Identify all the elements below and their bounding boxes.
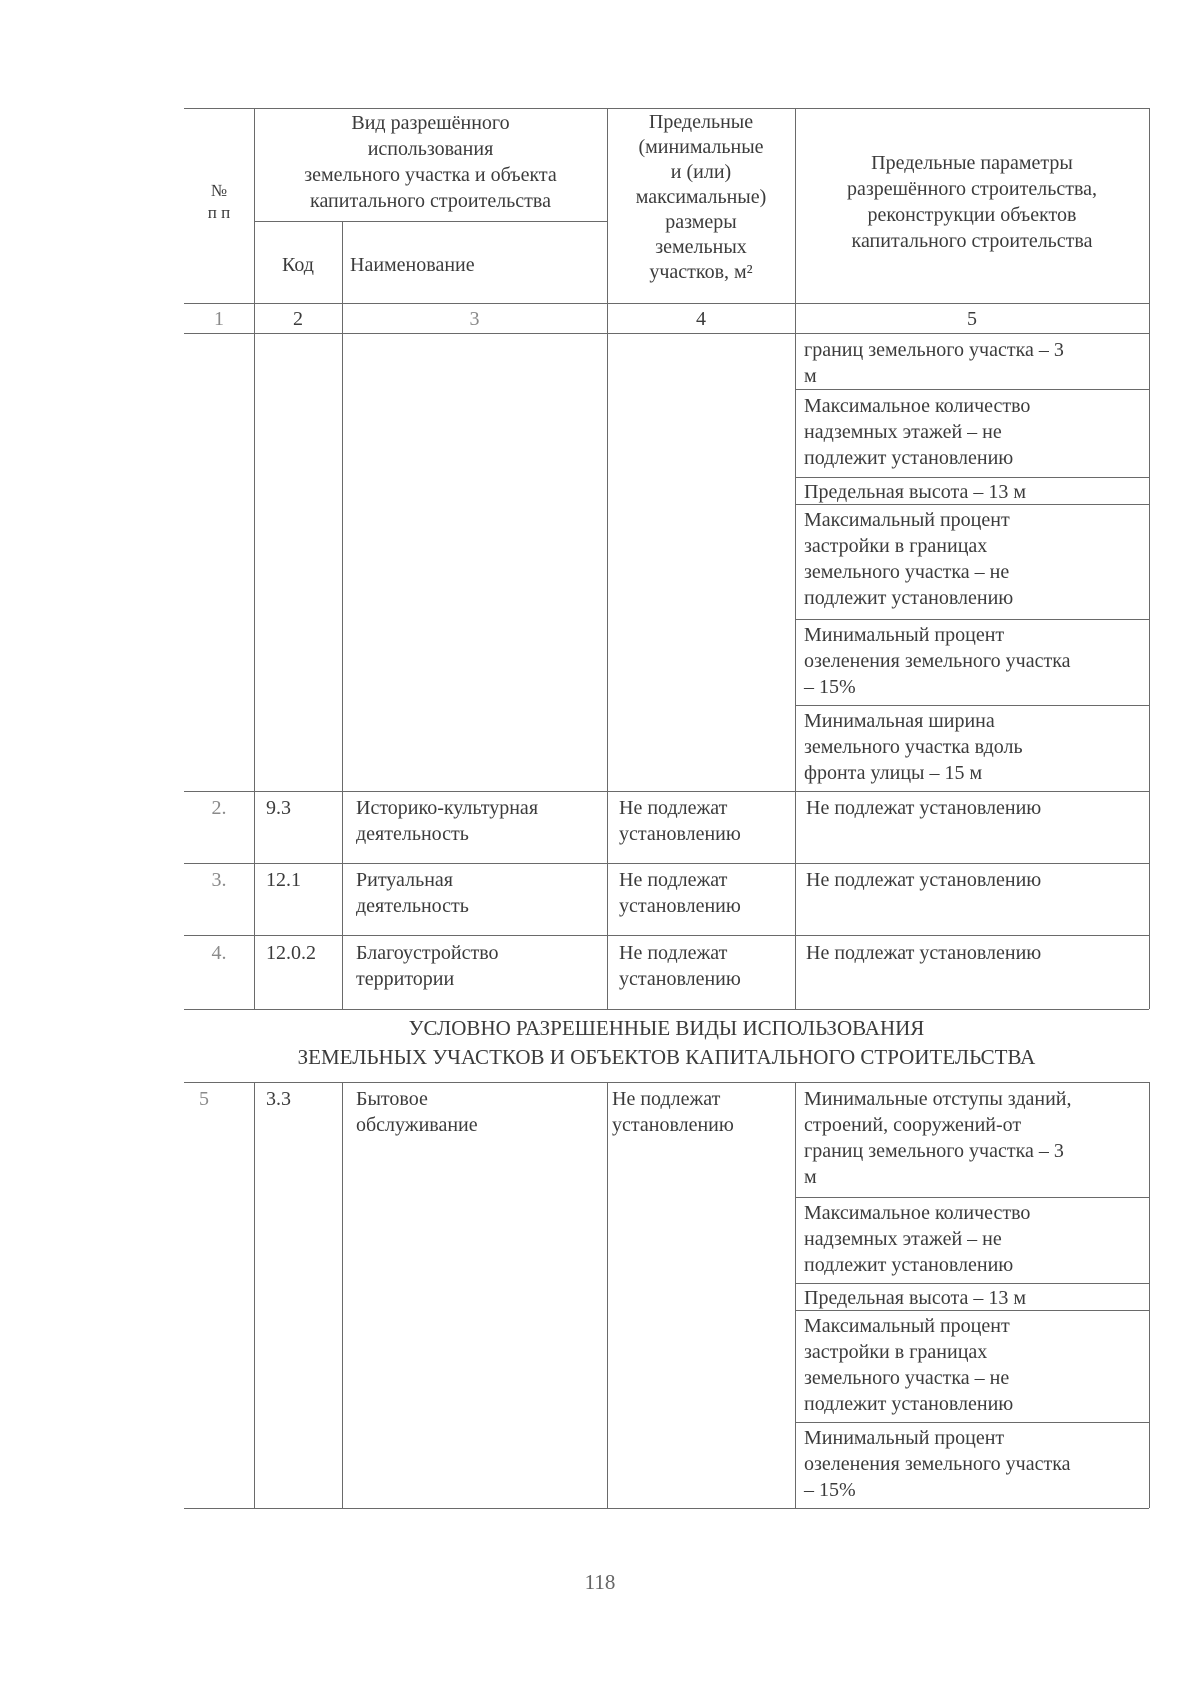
row-code: 12.1 [266,869,301,891]
row-code: 3.3 [266,1088,291,1110]
row-name: Бытовое обслуживание [356,1088,478,1136]
column-number: 4 [696,308,706,330]
row-sizes: Не подлежат установлению [619,797,741,845]
row-sizes: Не подлежат установлению [619,869,741,917]
param-cell: Минимальная ширина земельного участка вдоль фронта улицы – 15 м [804,710,1023,784]
column-number: 3 [469,308,480,330]
column-number: 5 [967,308,977,330]
header-construction-params: Предельные параметры разрешённого строительства, реконструкции объектов капитального строительства [847,152,1097,252]
param-cell: Максимальный процент застройки в границах земельного участка – не подлежит установлению [804,509,1014,609]
param-cell: Предельная высота – 13 м [804,1287,1027,1309]
row-number: 4. [211,942,227,964]
param-cell: Минимальный процент озеленения земельного участка – 15% [804,624,1071,698]
column-number: 1 [214,308,224,330]
row-params: Не подлежат установлению [806,942,1042,964]
param-cell: Предельная высота – 13 м [804,481,1027,503]
column-number: 2 [293,308,303,330]
row-number: 2. [211,797,227,819]
row-number: 5 [199,1088,209,1110]
row-name: Благоустройство территории [356,942,499,990]
header-row-number: № п п [207,181,231,222]
row-sizes: Не подлежат установлению [619,942,741,990]
header-permitted-use: Вид разрешённого использования земельного участка и объекта капитального строительства [304,112,557,212]
param-cell: Максимальное количество надземных этажей – не подлежит установлению [804,395,1031,469]
row-code: 12.0.2 [266,942,316,964]
param-cell: Минимальный процент озеленения земельного участка – 15% [804,1427,1071,1501]
param-cell: границ земельного участка – 3 м [804,339,1064,387]
row-number: 3. [211,869,227,891]
header-code: Код [282,254,314,276]
param-cell: Минимальные отступы зданий, строений, сооружений-от границ земельного участка – 3 м [804,1088,1072,1188]
row-code: 9.3 [266,797,291,819]
param-cell: Максимальное количество надземных этажей – не подлежит установлению [804,1202,1031,1276]
page-number: 118 [584,1570,616,1594]
header-name: Наименование [350,254,475,276]
row-name: Историко-культурная деятельность [356,797,539,845]
row-name: Ритуальная деятельность [356,869,469,917]
row-sizes: Не подлежат установлению [612,1088,734,1136]
section-heading: УСЛОВНО РАЗРЕШЕННЫЕ ВИДЫ ИСПОЛЬЗОВАНИЯ ЗЕМЕЛЬНЫХ УЧАСТКОВ И ОБЪЕКТОВ КАПИТАЛЬНОГО СТРОИТЕЛЬСТВА [297,1016,1036,1069]
row-params: Не подлежат установлению [806,869,1042,891]
param-cell: Максимальный процент застройки в границах земельного участка – не подлежит установлению [804,1315,1014,1415]
header-plot-sizes: Предельные (минимальные и (или) максимальные) размеры земельных участков, м² [635,111,767,283]
row-params: Не подлежат установлению [806,797,1042,819]
